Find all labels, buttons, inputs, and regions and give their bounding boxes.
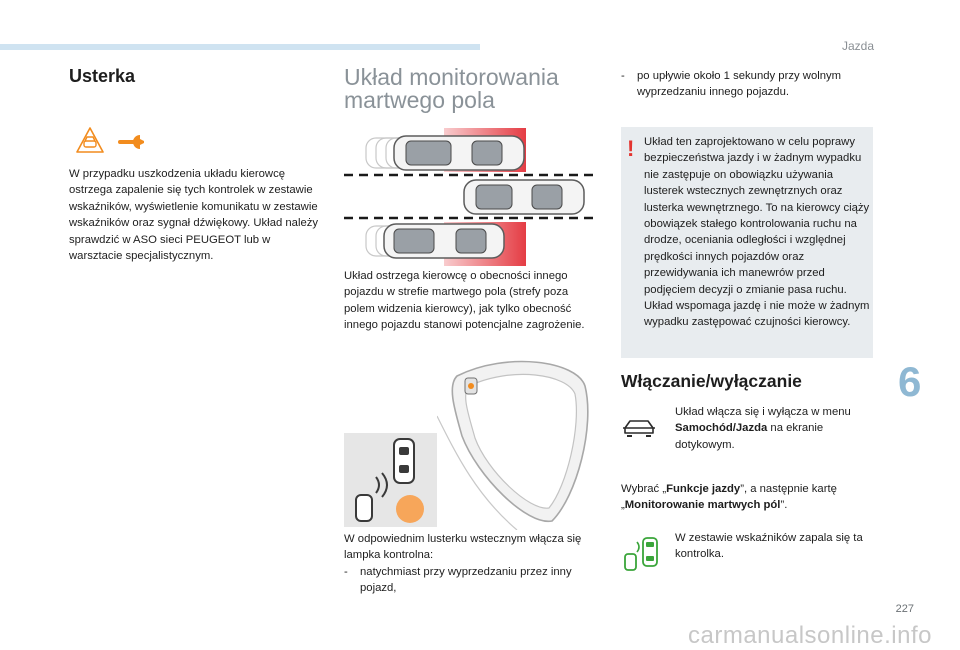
page-number: 227 — [895, 603, 914, 615]
choose-post: ”. — [780, 499, 788, 512]
fault-body: W przypadku uszkodzenia układu kierowcę ostrzega zapalenie się tych kontrolek w zestawie wskaźników, wyświetlenie komunikatu w zestawie wskaźników oraz sygnał dźwiękowy. Układ należy sprawdzić w ASO sieci PEUGEOT lub w warsztacie specjalistycznym. — [69, 168, 319, 263]
wrench-icon — [118, 129, 150, 151]
choose-text — [621, 481, 873, 514]
warning-icon: ! — [627, 136, 635, 161]
blind-spot-indicator-icon — [623, 536, 661, 572]
choose-pre: Wybrać „ — [621, 483, 667, 495]
choose-bold-2: Monitorowanie martwych pól — [624, 499, 781, 512]
bsm-title: Układ monitorowania martwego pola — [344, 64, 559, 113]
list-item: - natychmiast przy wyprzedzaniu przez inny pojazd, — [344, 564, 602, 597]
bsm-body: Układ ostrzega kierowcę o obecności innego pojazdu w strefie martwego pola (strefy poza polem widzenia kierowcy), jak tylko obecność innego pojazdu stanowi potencjalne zagrożenie. — [344, 270, 585, 332]
middle-bullets — [344, 564, 602, 597]
section-label: Jazda — [841, 39, 874, 53]
list-item: - po upływie około 1 sekundy przy wolnym wyprzedzaniu innego pojazdu. — [621, 68, 873, 101]
menu-text-post: na ekranie dotykowym. — [675, 422, 824, 451]
mirror-intro: W odpowiednim lusterku wstecznym włącza się lampka kontrolna: — [344, 533, 582, 562]
chapter-number: 6 — [898, 358, 922, 405]
menu-text-bold: Samochód/Jazda — [675, 422, 768, 435]
indicator-text: W zestawie wskaźników zapala się ta kontrolka. — [675, 532, 863, 561]
warning-text: Układ ten zaprojektowano w celu poprawy bezpieczeństwa jazdy i w żadnym wypadku nie zastępuje on obowiązku używania lusterek wstecznych zewnętrznych oraz lusterka wewnętrznego. To na kierowcy ciąży obowiązek stałego kontrolowania ruchu na drodze, oceniania odległości i względnej prędkości innych pojazdów oraz przewidywania ich manewrów przed podjęciem decyzji o zmianie pasa ruchu. Układ wspomaga jazdę i nie może w żadnym wypadku zastępować czujności kierowcy. — [644, 136, 870, 329]
indicator-closeup — [344, 433, 437, 527]
warning-note — [621, 127, 873, 358]
car-menu-icon — [621, 417, 657, 439]
right-bullets — [621, 68, 873, 101]
blind-spot-zones-illustration — [344, 128, 598, 268]
indicator-closeup-art — [344, 433, 437, 527]
choose-mid: ”, a następnie kartę „ — [621, 483, 837, 512]
watermark: carmanualsonline.info — [688, 622, 932, 649]
header-bar — [0, 44, 480, 50]
side-mirror-illustration — [437, 356, 599, 530]
warning-triangle-car-icon — [75, 126, 105, 154]
onoff-title: Włączanie/wyłączanie — [621, 371, 802, 391]
menu-text — [675, 404, 875, 453]
menu-text-pre: Układ włącza się i wyłącza w menu — [675, 406, 851, 418]
choose-bold-1: Funkcje jazdy — [666, 483, 741, 495]
fault-title: Usterka — [69, 66, 136, 86]
